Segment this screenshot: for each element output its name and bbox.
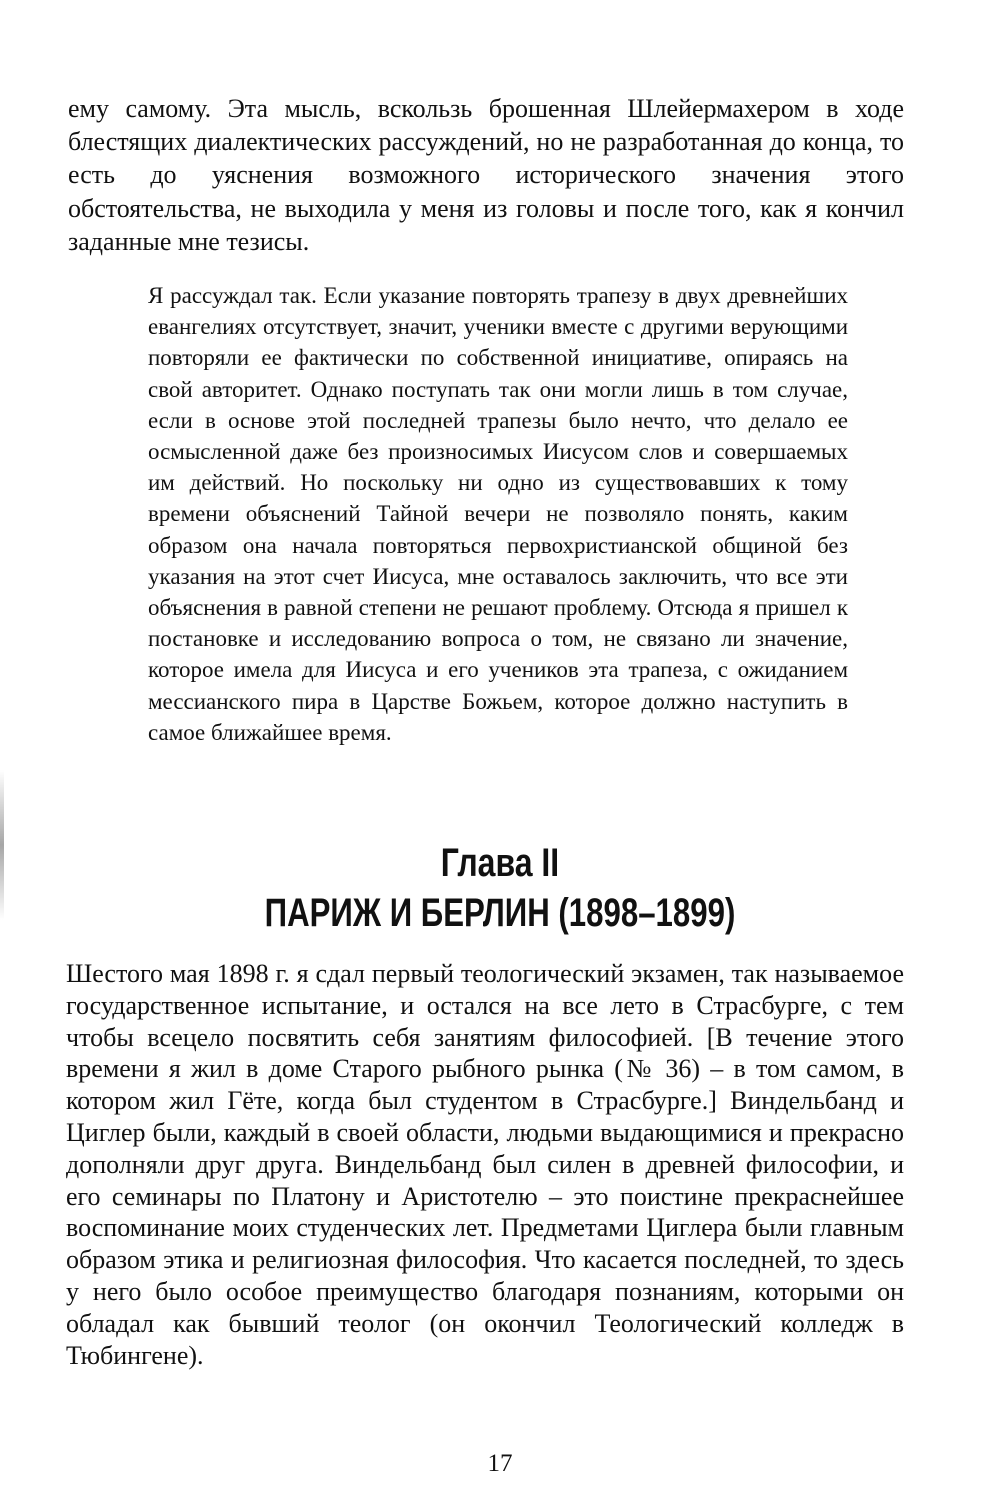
chapter-label: Глава II	[440, 841, 560, 885]
paragraph-continuation: ему самому. Эта мысль, вскользь брошенная Шлейермахером в ходе блестящих диалектических рассуждений, но не разработанная до конца, то есть до уяснения возможного исторического значения этого обстоятельства, не выходила у меня из головы и после того, как я кончил заданные мне тезисы.	[68, 94, 904, 256]
page-number: 17	[487, 1450, 513, 1477]
scan-edge-mark	[0, 770, 4, 920]
chapter-title: ПАРИЖ И БЕРЛИН (1898–1899)	[264, 891, 736, 935]
indented-quote: Я рассуждал так. Если указание повторять трапезу в двух древнейших евангелиях отсутствует, значит, ученики вместе с другими верующими повторяли ее фактически по собственной инициативе, опираясь на свой авторитет. Однако поступать так они могли лишь в том случае, если в основе этой последней трапезы было нечто, что делало ее осмысленной даже без произносимых Иисусом слов и совершаемых им действий. Но поскольку ни одно из существовавших к тому времени объяснений Тайной вечери не позволяло понять, каким образом она начала повторяться первохристианской общиной без указания на этот счет Иисуса, мне оставалось заключить, что все эти объяснения в равной степени не решают проблему. Отсюда я пришел к постановке и исследованию вопроса о том, не связано ли значение, которое имела для Иисуса и его учеников эта трапеза, с ожиданием мессианского пира в Царстве Божьем, которое должно наступить в самое ближайшее время.	[148, 283, 848, 745]
chapter-paragraph: Шестого мая 1898 г. я сдал первый теологический экзамен, так называемое государственное испытание, и остался на все лето в Страсбурге, с тем чтобы всецело посвятить себя занятиям философией. [В течение этого времени я жил в доме Старого рыбного рынка (№ 36) – в том самом, в котором жил Гёте, когда был студентом в Страсбурге.] Виндельбанд и Циглер были, каждый в своей области, людьми выдающимися и прекрасно дополняли друг друга. Виндельбанд был силен в древней философии, и его семинары по Платону и Аристотелю – это поистине прекраснейшее воспоминание моих студенческих лет. Предметами Циглера были главным образом этика и религиозная философия. Что касается последней, то здесь у него было особое преимущество благодаря познаниям, которыми он обладал как бывший теолог (он окончил Теологический колледж в Тюбингене).	[66, 959, 904, 1370]
